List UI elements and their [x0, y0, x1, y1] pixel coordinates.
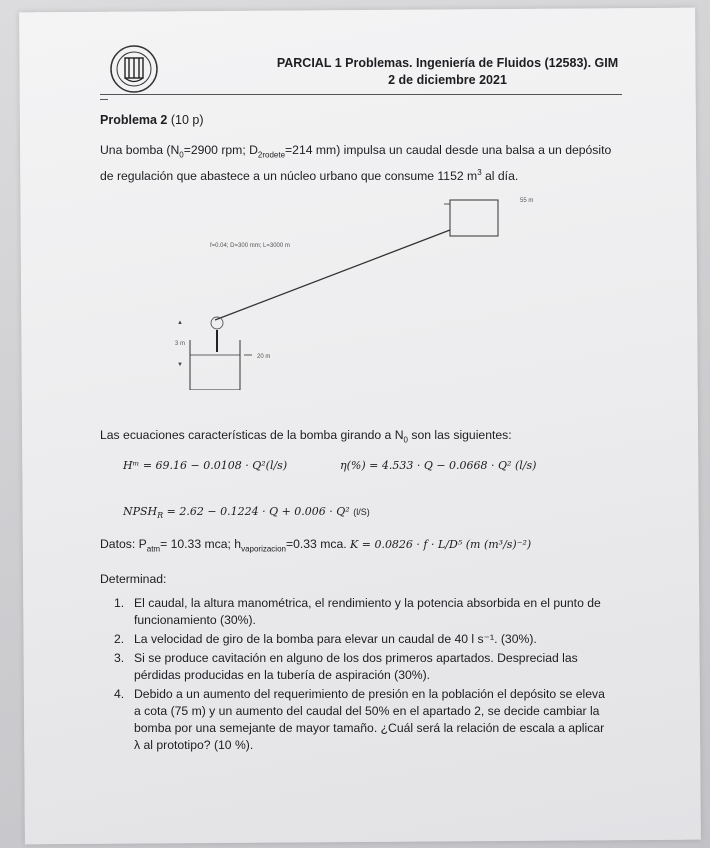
npsh-unit: (l/S) [353, 507, 370, 517]
datos-text: = 10.33 mca; h [160, 537, 242, 551]
head-equation: Hᵐ = 69.16 − 0.0108 · Q²(l/s) [123, 459, 288, 472]
datos-text: =0.33 mca. [285, 537, 347, 551]
upper-tank [450, 200, 498, 236]
datos-sub: vaporizacion [241, 544, 286, 554]
npsh-sub: R [157, 511, 164, 521]
bottom-level-label: 20 m [257, 354, 271, 360]
equations-intro [100, 428, 512, 444]
determinad-heading: Determinad: [100, 572, 167, 586]
intro-sub: 0 [403, 435, 408, 445]
exam-header [245, 55, 650, 89]
task-number: 1. [114, 596, 125, 610]
svg-text:▼: ▼ [177, 362, 183, 368]
problem-title [100, 113, 204, 127]
task-number: 3. [114, 651, 125, 665]
exam-title: PARCIAL 1 Problemas. Ingeniería de Fluidos (12583). GIM [276, 56, 619, 70]
task-text: El caudal, la altura manométrica, el rendimiento y la potencia absorbida en el punto de funcionamiento (30%). [134, 596, 601, 627]
pipe-label: f=0.04; D=300 mm; L=3000 m [210, 243, 290, 249]
npsh-equation [123, 505, 370, 520]
task-item [100, 595, 605, 629]
suction-height-label: 3 m [174, 341, 186, 347]
statement-sup: 3 [477, 168, 482, 178]
task-list [100, 595, 605, 756]
header-divider [100, 94, 622, 95]
npsh-expression: = 2.62 − 0.1224 · Q + 0.006 · Q² [163, 505, 350, 518]
lower-reservoir [190, 340, 240, 390]
datos-text: Datos: P [100, 537, 147, 551]
exam-date: 2 de diciembre 2021 [388, 73, 507, 87]
task-text: Debido a un aumento del requerimiento de presión en la población el depósito se eleva a cota (75 m) y un aumento del caudal del 50% en el apartado 2, se decide cambiar la bomba por una semejante de mayor tamaño. ¿Cuál será la relación de escala a aplicar λ al prototipo? (10 %). [134, 687, 605, 752]
task-number: 2. [114, 632, 125, 646]
pump-system-diagram [160, 190, 590, 390]
k-formula: K = 0.0826 · f · L/D⁵ (m (m³/s)⁻²) [350, 538, 532, 551]
top-level-label: 55 m [520, 198, 534, 204]
task-number: 4. [114, 687, 125, 701]
svg-text:▲: ▲ [177, 320, 183, 326]
statement-sub: 0 [179, 150, 184, 160]
university-seal-icon [110, 45, 158, 93]
task-item [100, 631, 605, 648]
given-data [100, 537, 531, 553]
intro-text: son las siguientes: [407, 428, 512, 442]
problem-label: Problema 2 [100, 113, 168, 127]
statement-part: Una bomba (N [100, 143, 180, 157]
efficiency-equation: η(%) = 4.533 · Q − 0.0668 · Q² (l/s) [340, 459, 537, 472]
task-text: Si se produce cavitación en alguno de los dos primeros apartados. Despreciad las pérdidas producidas en la tubería de aspiración (30%). [134, 651, 578, 682]
datos-sub: atm [146, 544, 161, 554]
problem-points: (10 p) [170, 113, 204, 127]
task-text: La velocidad de giro de la bomba para elevar un caudal de 40 l s⁻¹. (30%). [134, 632, 537, 646]
intro-text: Las ecuaciones características de la bomba girando a N [100, 428, 404, 442]
statement-part: =2900 rpm; D [183, 143, 258, 157]
statement-part: =214 mm) impulsa un caudal desde una balsa a un depósito de regulación que abastece a un núcleo urbano que consume 1152 m [100, 143, 612, 184]
divider-tick [100, 99, 108, 100]
statement-sub: 2rodete [257, 150, 286, 160]
task-item [100, 686, 605, 754]
task-item [100, 650, 605, 684]
npsh-symbol: NPSH [123, 505, 158, 518]
statement-part: al día. [481, 169, 519, 184]
problem-statement [100, 141, 620, 186]
